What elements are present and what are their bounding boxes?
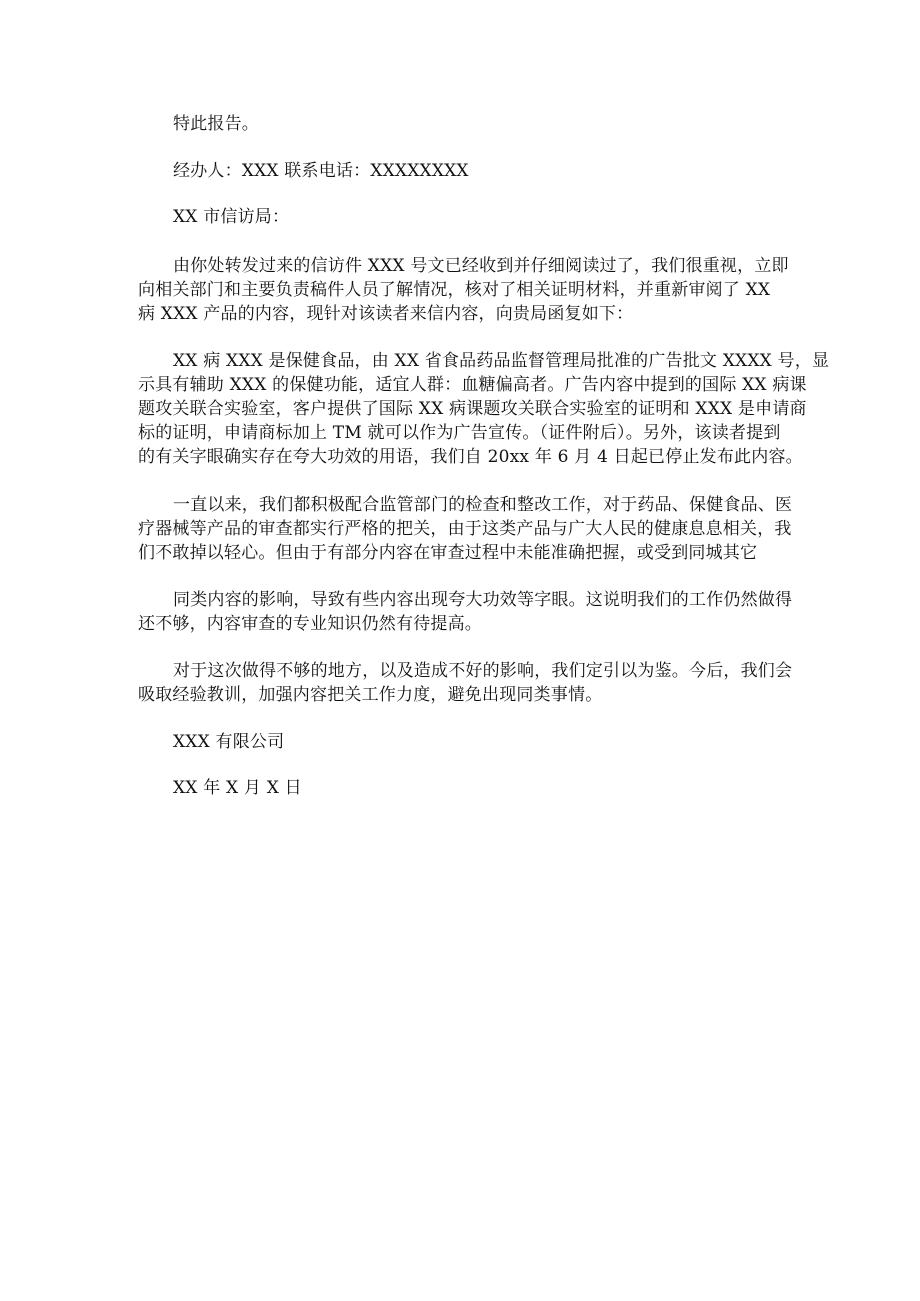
text-line: 标的证明，申请商标加上 TM 就可以作为广告宣传。（证件附后）。另外，该读者提到 [138, 423, 781, 443]
company-signature: XXX 有限公司 [173, 732, 285, 752]
text-line: 向相关部门和主要负责稿件人员了解情况，核对了相关证明材料，并重新审阅了 XX [138, 280, 771, 300]
text-line: 们不敢掉以轻心。但由于有部分内容在审查过程中未能准确把握，或受到同城其它 [138, 543, 758, 563]
text-line: 一直以来，我们都积极配合监管部门的检查和整改工作，对于药品、保健食品、医 [173, 495, 793, 515]
text-line: 的有关字眼确实存在夸大功效的用语，我们自 20xx 年 6 月 4 日起已停止发布此内容。 [138, 447, 803, 467]
text-line: 由你处转发过来的信访件 XXX 号文已经收到并仔细阅读过了，我们很重视，立即 [173, 256, 789, 276]
text-line: 吸取经验教训，加强内容把关工作力度，避免出现同类事情。 [138, 685, 603, 705]
text-line: 题攻关联合实验室，客户提供了国际 XX 病课题攻关联合实验室的证明和 XXX 是申请商 [138, 399, 807, 419]
text-line: 示具有辅助 XXX 的保健功能，适宜人群：血糖偏高者。广告内容中提到的国际 XX 病课 [138, 375, 807, 395]
text-line: 疗器械等产品的审查都实行严格的把关，由于这类产品与广大人民的健康息息相关，我 [138, 519, 792, 539]
text-line: 对于这次做得不够的地方，以及造成不好的影响，我们定引以为鉴。今后，我们会 [173, 661, 793, 681]
document-date: XX 年 X 月 X 日 [173, 778, 302, 798]
text-line: 还不够，内容审查的专业知识仍然有待提高。 [138, 614, 482, 634]
text-line: 同类内容的影响，导致有些内容出现夸大功效等字眼。这说明我们的工作仍然做得 [173, 590, 793, 610]
text-line: XX 病 XXX 是保健食品，由 XX 省食品药品监督管理局批准的广告批文 XXXX 号，显 [173, 351, 830, 371]
closing-line: 特此报告。 [173, 114, 259, 134]
addressee-line: XX 市信访局： [173, 207, 290, 227]
contact-line: 经办人：XXX 联系电话：XXXXXXXX [173, 161, 469, 181]
text-line: 病 XXX 产品的内容，现针对该读者来信内容，向贵局函复如下： [138, 304, 634, 324]
